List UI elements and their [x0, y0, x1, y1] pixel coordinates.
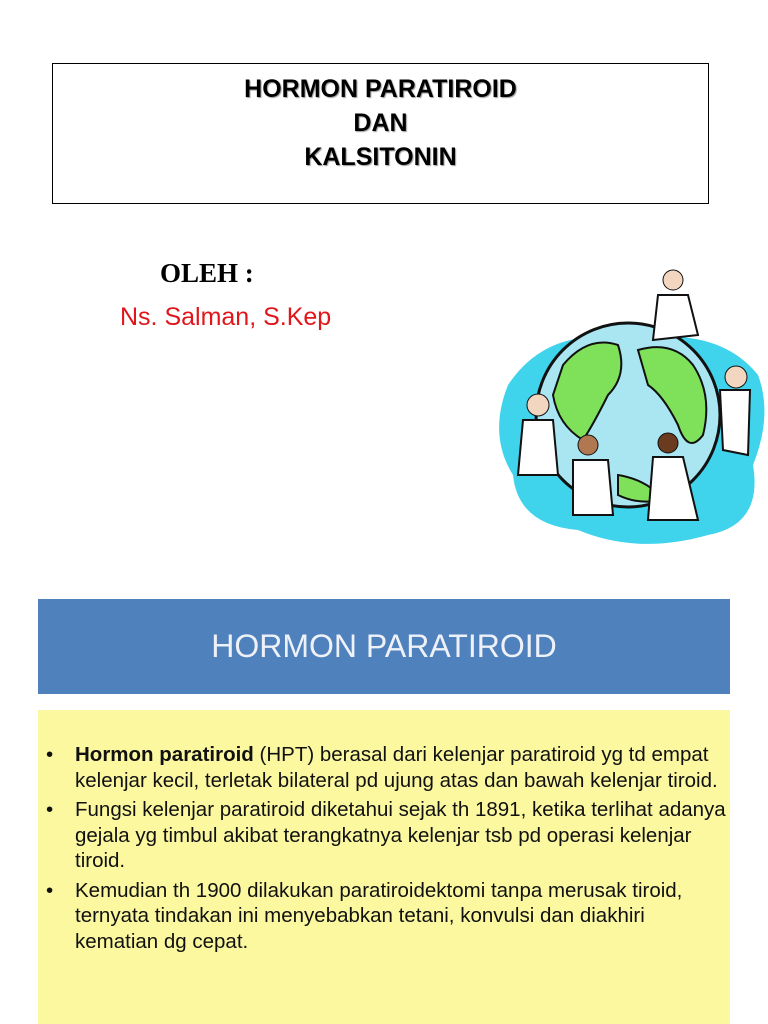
bullet-text: (HPT) berasal dari kelenjar paratiroid yg td empat kelenjar kecil, terletak bilateral pd ujung atas dan bawah kelenjar tiroid. — [75, 743, 718, 792]
bullet-item — [46, 742, 726, 793]
title-line: KALSITONIN — [304, 143, 457, 171]
bullet-text: Kemudian th 1900 dilakukan paratiroidektomi tanpa merusak tiroid, ternyata tindakan ini menyebabkan tetani, konvulsi dan diakhiri kematian dg cepat. — [75, 878, 683, 953]
bullet-list — [46, 742, 726, 958]
bullet-icon: • — [46, 798, 54, 821]
title-line: DAN — [353, 109, 408, 137]
bullet-bold: Hormon paratiroid — [75, 743, 254, 766]
bullet-icon: • — [46, 743, 54, 766]
bullet-item — [46, 797, 726, 874]
title-line: HORMON PARATIROID — [244, 75, 517, 103]
oleh-label: OLEH : — [160, 258, 254, 288]
globe-children-illustration — [488, 265, 768, 555]
author-name: Ns. Salman, S.Kep — [120, 303, 332, 331]
content-panel — [38, 710, 730, 1024]
bullet-icon: • — [46, 878, 54, 902]
bullet-item — [46, 878, 726, 955]
section-heading: HORMON PARATIROID — [211, 628, 557, 664]
section-heading-bar — [38, 599, 730, 694]
title-box — [52, 63, 709, 204]
bullet-text: Fungsi kelenjar paratiroid diketahui sejak th 1891, ketika terlihat adanya gejala yg timbul akibat terangkatnya kelenjar tsb pd operasi kelenjar tiroid. — [75, 798, 726, 872]
